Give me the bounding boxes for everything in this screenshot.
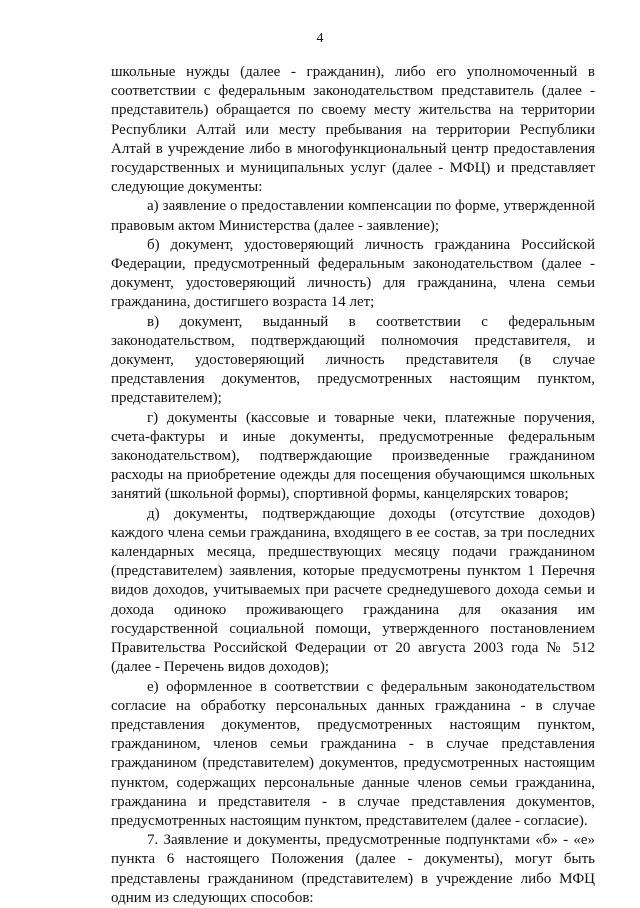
paragraph-continuation: школьные нужды (далее - гражданин), либо его уполномоченный в соответствии с федеральным законодательством представитель (далее - представитель) обращается по своему месту жительства на территории Республики Алтай или месту пребывания на территории Республики Алтай в учреждение либо в многофункциональный центр предоставления государственных и муниципальных услуг (далее - МФЦ) и представляет следующие документы: — [111, 64, 595, 196]
paragraph-item-g: г) документы (кассовые и товарные чеки, платежные поручения, счета-фактуры и иные документы, предусмотренные федеральным законодательством), подтверждающие произведенные гражданином расходы на приобретение одежды для посещения обучающимся школьных занятий (школьной формы), спортивной формы, канцелярских товаров; — [111, 409, 595, 503]
paragraph-clause-7: 7. Заявление и документы, предусмотренные подпунктами «б» - «е» пункта 6 настоящего Положения (далее - документы), могут быть представлены гражданином (представителем) в учреждение либо МФЦ одним из следующих способов: — [111, 832, 595, 906]
paragraph-item-e: е) оформленное в соответствии с федеральным законодательством согласие на обработку персональных данных гражданина - в случае представления документов, предусмотренных настоящим пунктом, гражданином, членов семьи гражданина - в случае представления гражданином (представителем) документов, предусмотренных настоящим пунктом, содержащих персональные данные членов семьи гражданина, гражданина и представителя - в случае представления документов, предусмотренных настоящим пунктом, представителем (далее - согласие). — [111, 678, 595, 829]
document-body — [111, 63, 595, 908]
paragraph-item-v: в) документ, выданный в соответствии с федеральным законодательством, подтверждающий полномочия представителя, и документ, удостоверяющий личность представителя (в случае представления документов, предусмотренных настоящим пунктом, представителем); — [111, 313, 595, 407]
paragraph-item-b: б) документ, удостоверяющий личность гражданина Российской Федерации, предусмотренный федеральным законодательством (далее - документ, удостоверяющий личность) для гражданина, члена семьи гражданина, достигшего возраста 14 лет; — [111, 236, 595, 311]
paragraph-item-d: д) документы, подтверждающие доходы (отсутствие доходов) каждого члена семьи гражданина, входящего в ее состав, за три последних календарных месяца, предшествующих месяцу подачи гражданином (представителем) заявления, которые предусмотрены пунктом 1 Перечня видов доходов, учитываемых при расчете среднедушевого дохода семьи и дохода одиноко проживающего гражданина для оказания им государственной социальной помощи, утвержденного постановлением Правительства Российской Федерации от 20 августа 2003 года № 512 (далее - Перечень видов доходов); — [111, 505, 595, 676]
paragraph-item-a: а) заявление о предоставлении компенсации по форме, утвержденной правовым актом Министерства (далее - заявление); — [111, 198, 595, 234]
page-number: 4 — [316, 31, 324, 46]
